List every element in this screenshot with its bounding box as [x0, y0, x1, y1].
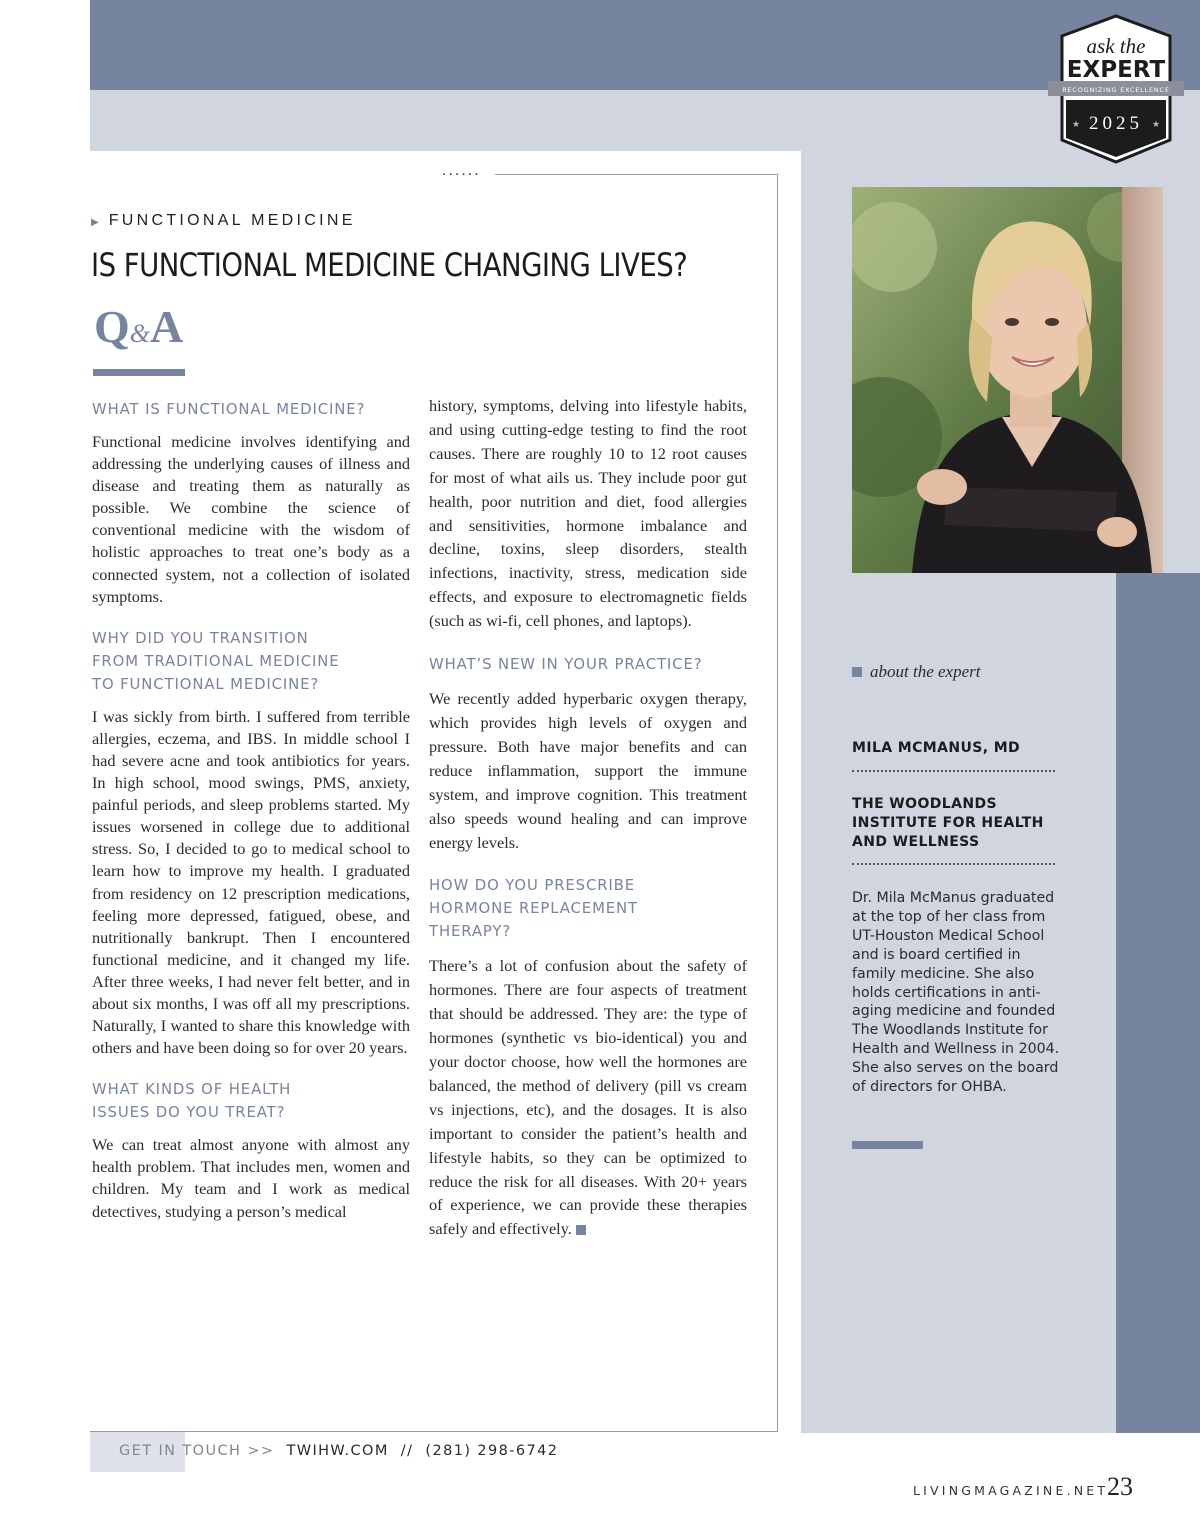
answer-paragraph: I was sickly from birth. I suffered from terrible allergies, eczema, and IBS. In middle school I had severe acne and took antibiotics for years. In high school, mood swings, PMS, anxiety, painful periods, and sleep problems started. My issues worsened in college due to additional stress. So, I decided to go to medical school to learn how to improve my health. I graduated from residency on 12 prescription medications, feeling more depressed, fatigued, obese, and nutritionally bankrupt. Then I encountered functional medicine, and it changed my life. After three weeks, I had never felt better, and in about six months, I was off all my prescriptions. Naturally, I wanted to share this knowledge with others and have been doing so for over 20 years.: [92, 706, 410, 1058]
dotted-divider: [852, 770, 1055, 772]
qa-logo: [94, 300, 183, 353]
sidebar-accent-strip: [1116, 573, 1200, 1433]
badge-line1: ask the: [1086, 34, 1146, 58]
end-mark-icon: [576, 1225, 586, 1235]
question-heading: WHY DID YOU TRANSITION FROM TRADITIONAL MEDICINE TO FUNCTIONAL MEDICINE?: [92, 628, 340, 693]
contact-label: GET IN TOUCH >>: [119, 1443, 275, 1459]
about-label-text: about the expert: [870, 662, 981, 681]
article-column-right: [429, 394, 747, 1261]
page-number: 23: [1107, 1472, 1133, 1501]
website-link[interactable]: TWIHW.COM: [286, 1443, 389, 1459]
header-subband: [90, 90, 1200, 151]
square-bullet-icon: [852, 667, 862, 677]
qa-logo-a: A: [150, 301, 184, 352]
contact-separator: //: [400, 1443, 414, 1459]
answer-paragraph-continued: history, symptoms, delving into lifestyle habits, and using cutting-edge testing to find the root causes. There are roughly 10 to 12 root causes for most of what ails us. They include poor gut health, poor nutrition and diet, food allergies and sensitivities, hormone imbalance and decline, toxins, sleep disorders, stealth infections, inactivity, stress, medication side effects, and exposure to electromagnetic fields (such as wi-fi, cell phones, and laptops).: [429, 396, 747, 631]
section-label-text: FUNCTIONAL MEDICINE: [108, 212, 356, 229]
header-band: [90, 0, 1200, 90]
bio-divider-bar: [852, 1141, 923, 1149]
answer-paragraph: Functional medicine involves identifying and addressing the underlying causes of illness and disease and treating them as naturally as possible. We combine the science of conventional medicine with the wisdom of holistic approaches to treat one’s body as a connected system, not a collection of isolated symptoms.: [92, 432, 410, 606]
badge-line2: EXPERT: [1066, 57, 1166, 83]
answer-paragraph: [429, 954, 747, 1241]
expert-organization: THE WOODLANDS INSTITUTE FOR HEALTH AND WELLNESS: [852, 796, 1044, 850]
magazine-site-name: LIVINGMAGAZINE.NET: [913, 1483, 1109, 1498]
about-the-expert-label: [852, 662, 980, 682]
phone-link[interactable]: (281) 298-6742: [425, 1443, 559, 1459]
answer-paragraph: We can treat almost anyone with almost any health problem. That includes men, women and children. My team and I work as medical detectives, studying a person’s medical: [92, 1135, 410, 1221]
frame-dots: ......: [442, 162, 481, 179]
expert-portrait: [852, 187, 1163, 573]
badge-year: 2025: [1089, 113, 1143, 134]
section-label: [91, 212, 356, 230]
qa-logo-q: Q: [94, 301, 130, 352]
frame-top-rule: [495, 174, 778, 175]
qa-divider-bar: [93, 369, 185, 376]
expert-name: MILA MCMANUS, MD: [852, 740, 1021, 756]
answer-text: There’s a lot of confusion about the safety of hormones. There are four aspects of treatment that should be addressed. They are: the type of hormones (synthetic vs bio-identical) you and your doctor choose, how well the hormones are balanced, the method of delivery (pill vs cream vs injections, etc), and the dosages. It is also important to consider the patient’s health and lifestyle habits, so they can be optimized to reduce the risk for all diseases. With 20+ years of experience, we can provide these therapies safely and effectively.: [429, 956, 747, 1239]
dotted-divider: [852, 863, 1055, 865]
answer-paragraph: We recently added hyperbaric oxygen therapy, which provides high levels of oxygen and pressure. Both have major benefits and can reduce inflammation, support the immune system, and improve cognition. This treatment also speeds wound healing and can improve energy levels.: [429, 689, 747, 852]
question-heading: WHAT IS FUNCTIONAL MEDICINE?: [92, 400, 366, 418]
qa-logo-amp: &: [129, 319, 151, 348]
page-title: IS FUNCTIONAL MEDICINE CHANGING LIVES?: [91, 246, 688, 284]
triangle-icon: ▶: [91, 217, 99, 228]
question-heading: WHAT KINDS OF HEALTH ISSUES DO YOU TREAT?: [92, 1080, 292, 1122]
ask-the-expert-badge: [1048, 14, 1184, 164]
contact-line: [119, 1443, 558, 1459]
expert-bio: Dr. Mila McManus graduated at the top of her class from UT-Houston Medical School and is board certified in family medicine. She also holds certifications in anti-aging medicine and founded The Woodlands Institute for Health and Wellness in 2004. She also serves on the board of directors for OHBA.: [852, 890, 1060, 1096]
badge-star-right: ★: [1151, 120, 1161, 130]
badge-ribbon: RECOGNIZING EXCELLENCE: [1062, 86, 1170, 94]
badge-star-left: ★: [1071, 120, 1081, 130]
question-heading: WHAT’S NEW IN YOUR PRACTICE?: [429, 655, 703, 674]
article-column-left: [92, 398, 410, 1242]
question-heading: HOW DO YOU PRESCRIBE HORMONE REPLACEMENT THERAPY?: [429, 876, 638, 941]
